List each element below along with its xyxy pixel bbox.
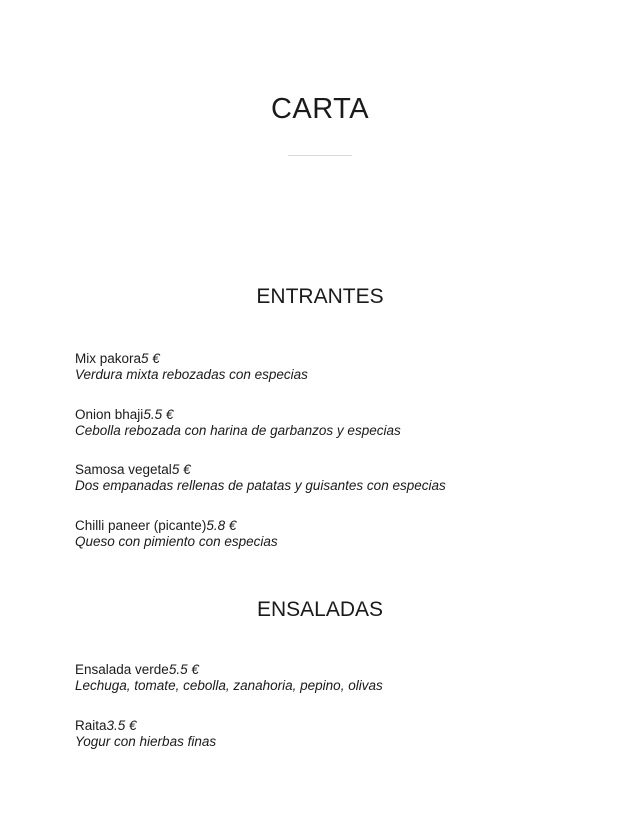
menu-item-name: Onion bhaji	[75, 406, 144, 422]
menu-item-name: Mix pakora	[75, 351, 142, 366]
menu-item-name: Samosa vegetal	[75, 462, 172, 477]
menu-item-heading	[75, 518, 615, 534]
menu-item	[75, 351, 615, 407]
menu-item	[75, 407, 615, 463]
menu-item-heading	[75, 462, 615, 478]
menu-item-description: Queso con pimiento con especias	[75, 533, 278, 549]
menu-item-description: Yogur con hierbas finas	[75, 733, 217, 749]
menu-item	[75, 462, 615, 518]
menu-item-price: 5.8 €	[206, 517, 237, 533]
menu-item-heading	[75, 662, 615, 678]
menu-item-heading	[75, 407, 615, 423]
menu-item-description: Verdura mixta rebozadas con especias	[75, 367, 308, 382]
menu-item-description: Dos empanadas rellenas de patatas y guisantes con especias	[75, 478, 446, 493]
menu-item-name: Raita	[75, 717, 107, 733]
menu-item	[75, 662, 615, 718]
section-title-entrantes: ENTRANTES	[256, 285, 384, 308]
title-divider	[288, 155, 352, 156]
menu-item	[75, 518, 615, 574]
menu-item	[75, 718, 615, 774]
section-title-ensaladas: ENSALADAS	[256, 598, 384, 621]
menu-item-price: 5.5 €	[168, 662, 199, 677]
menu-item-description: Lechuga, tomate, cebolla, zanahoria, pepino, olivas	[75, 678, 383, 693]
menu-list-entrantes	[75, 351, 615, 573]
menu-item-name: Ensalada verde	[75, 662, 169, 677]
menu-item-price: 3.5 €	[106, 717, 137, 733]
menu-item-heading	[75, 718, 615, 734]
menu-list-ensaladas	[75, 662, 615, 773]
menu-item-heading	[75, 351, 615, 367]
menu-item-name: Chilli paneer (picante)	[75, 517, 207, 533]
menu-item-description: Cebolla rebozada con harina de garbanzos y especias	[75, 422, 401, 438]
menu-item-price: 5.5 €	[143, 406, 174, 422]
menu-item-price: 5 €	[141, 351, 160, 366]
page-title: CARTA	[270, 93, 370, 125]
menu-item-price: 5 €	[171, 462, 191, 477]
